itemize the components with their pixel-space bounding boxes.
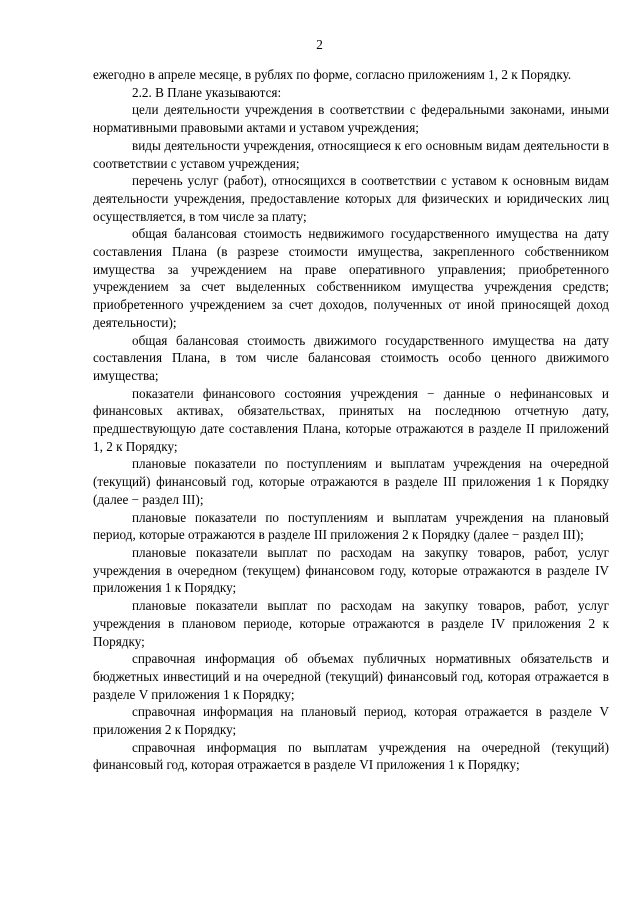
paragraph: плановые показатели по поступлениям и выплатам учреждения на очередной (текущий) финансовый год, которые отражаются в разделе III приложения 1 к Порядку (далее − раздел III); — [93, 456, 609, 507]
paragraph: общая балансовая стоимость движимого государственного имущества на дату составления Плана, в том числе балансовая стоимость особо ценного движимого имущества; — [93, 332, 609, 383]
paragraph: справочная информация об объемах публичных нормативных обязательств и бюджетных инвестиций и на очередной (текущий) финансовый год, которая отражается в разделе V приложения 1 к Порядку; — [93, 651, 609, 702]
paragraph: справочная информация на плановый период, которая отражается в разделе V приложения 2 к Порядку; — [93, 704, 609, 738]
document-body — [93, 66, 609, 774]
paragraph: плановые показатели выплат по расходам на закупку товаров, работ, услуг учреждения в плановом периоде, которые отражаются в разделе IV приложения 2 к Порядку; — [93, 598, 609, 649]
paragraph: плановые показатели выплат по расходам на закупку товаров, работ, услуг учреждения в очередном (текущем) финансовом году, которые отражаются в разделе IV приложения 1 к Порядку; — [93, 544, 609, 596]
paragraph: перечень услуг (работ), относящихся в соответствии с уставом к основным видам деятельности учреждения, предоставление которых для физических и юридических лиц осуществляется, в том числе за плату; — [93, 173, 609, 224]
paragraph: виды деятельности учреждения, относящиеся к его основным видам деятельности в соответствии с уставом учреждения; — [93, 137, 609, 171]
section-heading: 2.2. В Плане указываются: — [132, 84, 282, 100]
paragraph: показатели финансового состояния учреждения − данные о нефинансовых и финансовых активах, обязательствах, принятых на последнюю отчетную дату, предшествующую дате составления Плана, которые отражаются в разделе II приложений 1, 2 к Порядку; — [93, 385, 609, 454]
paragraph: общая балансовая стоимость недвижимого государственного имущества на дату составления Плана (в разрезе стоимости имущества, закрепленного собственником имущества за учреждением на праве оперативного управления; приобретенного учреждением за счет выделенных собственником имущества учреждения средств; приобретенного учреждением за счет доходов, полученных от иной приносящей доход деятельности); — [93, 226, 609, 330]
paragraph-continuation: ежегодно в апреле месяце, в рублях по форме, согласно приложениям 1, 2 к Порядку. — [93, 67, 572, 82]
paragraph: цели деятельности учреждения в соответствии с федеральными законами, иными нормативными правовыми актами и уставом учреждения; — [93, 102, 609, 136]
page-number: 2 — [316, 37, 323, 52]
paragraph: плановые показатели по поступлениям и выплатам учреждения на плановый период, которые отражаются в разделе III приложения 2 к Порядку (далее − раздел III); — [93, 509, 609, 543]
paragraph: справочная информация по выплатам учреждения на очередной (текущий) финансовый год, которая отражается в разделе VI приложения 1 к Порядку; — [93, 739, 609, 773]
